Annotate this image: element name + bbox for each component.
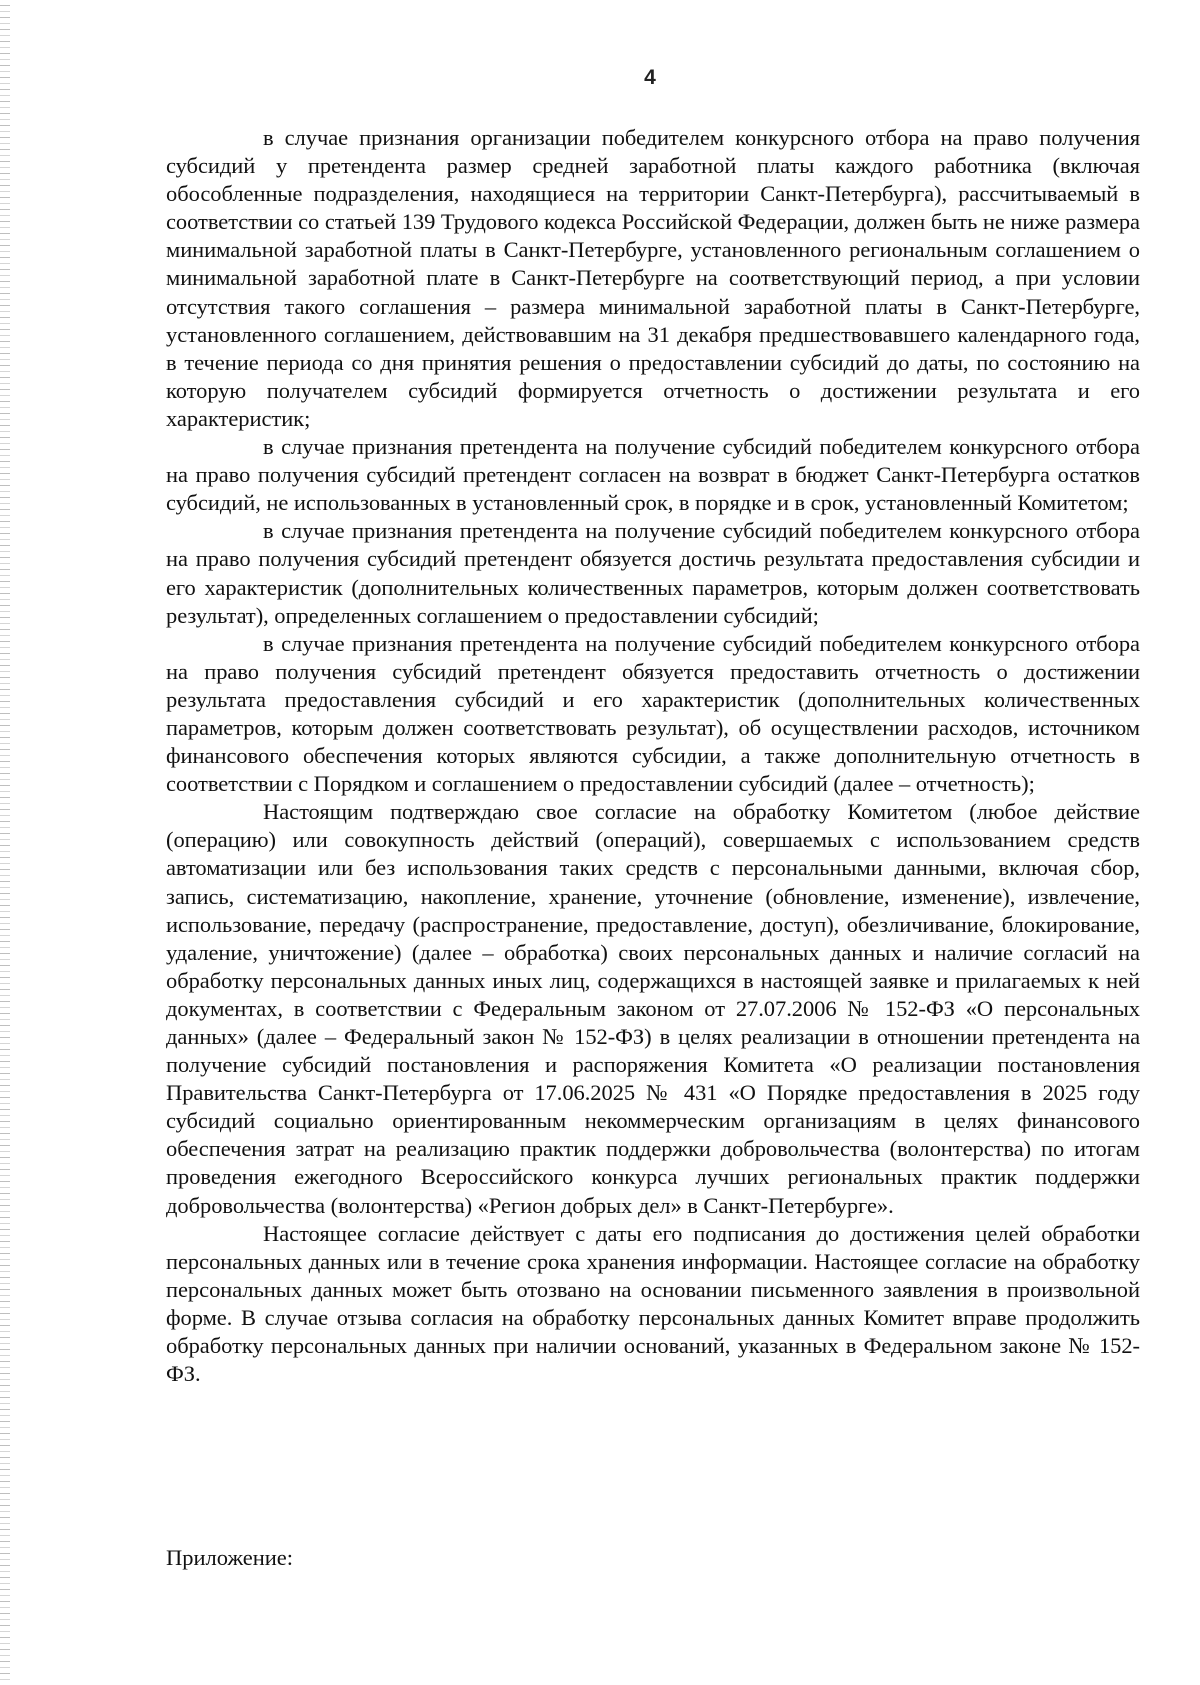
paragraph-result-obligation: в случае признания претендента на получение субсидий победителем конкурсного отбора на право получения субсидий претендент обязуется достичь результата предоставления субсидии и его характеристик (дополнительных количественных параметров, которым должен соответствовать результат), определенных соглашением о предоставлении субсидий;: [166, 518, 1140, 628]
appendix-label: Приложение:: [166, 1545, 294, 1570]
paragraph-consent-validity: Настоящее согласие действует с даты его подписания до достижения целей обработки персональных данных или в течение срока хранения информации. Настоящее согласие на обработку персональных данных может быть отозвано на основании письменного заявления в произвольной форме. В случае отзыва согласия на обработку персональных данных Комитет вправе продолжить обработку персональных данных при наличии оснований, указанных в Федеральном законе № 152-ФЗ.: [166, 1220, 1140, 1387]
paragraph-reporting-obligation: в случае признания претендента на получение субсидий победителем конкурсного отбора на право получения субсидий претендент обязуется предоставить отчетность о достижении результата предоставления субсидий и его характеристик (дополнительных количественных параметров, которым должен соответствовать результат), об осуществлении расходов, источником финансового обеспечения которых являются субсидии, а также дополнительную отчетность в соответствии с Порядком и соглашением о предоставлении субсидий (далее – отчетность);: [166, 630, 1140, 797]
scan-edge-artifact: [0, 0, 10, 1685]
page-number: 4: [644, 66, 656, 89]
paragraph-personal-data-consent: Настоящим подтверждаю свое согласие на обработку Комитетом (любое действие (операцию) или совокупность действий (операций), совершаемых с использованием средств автоматизации или без использования таких средств с персональными данными, включая сбор, запись, систематизацию, накопление, хранение, уточнение (обновление, изменение), извлечение, использование, передачу (распространение, предоставление, доступ), обезличивание, блокирование, удаление, уничтожение) (далее – обработка) своих персональных данных и наличие согласий на обработку персональных данных иных лиц, содержащихся в настоящей заявке и прилагаемых к ней документах, в соответствии с Федеральным законом от 27.07.2006 № 152-ФЗ «О персональных данных» (далее – Федеральный закон № 152-ФЗ) в целях реализации в отношении претендента на получение субсидий постановления и распоряжения Комитета «О реализации постановления Правительства Санкт-Петербурга от 17.06.2025 № 431 «О Порядке предоставления в 2025 году субсидий социально ориентированным некоммерческим организациям в целях финансового обеспечения затрат на реализацию практик поддержки добровольчества (волонтерства) по итогам проведения ежегодного Всероссийского конкурса лучших региональных практик поддержки добровольчества (волонтерства) «Регион добрых дел» в Санкт-Петербурге».: [166, 799, 1140, 1218]
paragraph-salary-condition: в случае признания организации победителем конкурсного отбора на право получения субсидий у претендента размер средней заработной платы каждого работника (включая обособленные подразделения, находящиеся на территории Санкт-Петербурга), рассчитываемый в соответствии со статьей 139 Трудового кодекса Российской Федерации, должен быть не ниже размера минимальной заработной платы в Санкт-Петербурге, установленного региональным соглашением о минимальной заработной плате в Санкт-Петербурге на соответствующий период, а при условии отсутствия такого соглашения – размера минимальной заработной платы в Санкт-Петербурге, установленного соглашением, действовавшим на 31 декабря предшествовавшего календарного года, в течение периода со дня принятия решения о предоставлении субсидий до даты, по состоянию на которую получателем субсидий формируется отчетность о достижении результата и его характеристик;: [166, 125, 1140, 431]
paragraph-refund-consent: в случае признания претендента на получение субсидий победителем конкурсного отбора на право получения субсидий претендент согласен на возврат в бюджет Санкт-Петербурга остатков субсидий, не использованных в установленный срок, в порядке и в срок, установленный Комитетом;: [166, 434, 1140, 516]
document-body: [166, 124, 1140, 1388]
